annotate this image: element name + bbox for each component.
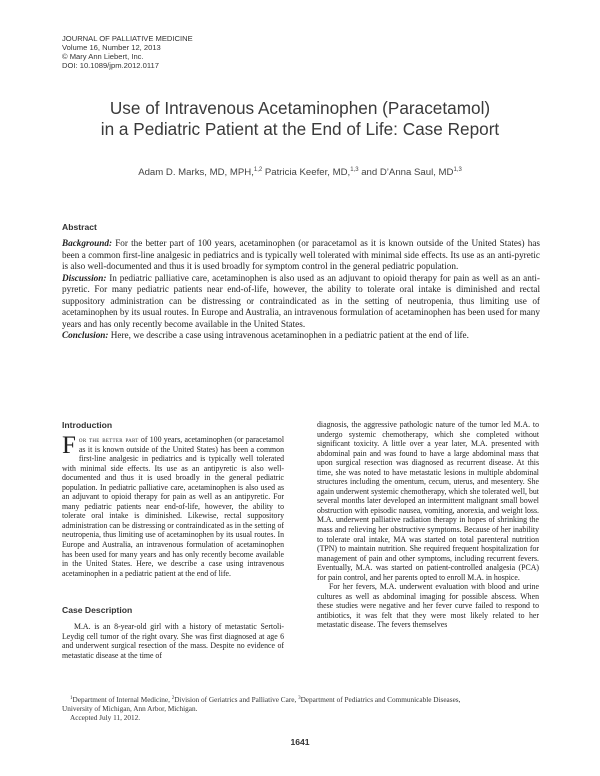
case-description-paragraph: M.A. is an 8-year-old girl with a history of metastatic Sertoli-Leydig cell tumor of the right ovary. She was first diagnosed at age 6 and underwent surgical resection of the mass. Despite no evidence of metastatic disease at the time of (62, 622, 284, 660)
author-name: Adam D. Marks, MD, MPH, (138, 167, 254, 178)
author-name: and D’Anna Saul, MD (361, 167, 454, 178)
title-line-1: Use of Intravenous Acetaminophen (Paracetamol) (109, 98, 491, 118)
abstract-discussion (62, 273, 540, 331)
intro-text: of 100 years, acetaminophen (or paracetamol as it is known outside of the United States) has been a common first-line analgesic in pediatrics and is typically well tolerated with minimal side effects. Its use as an antipyretic is also well-documented and thus it is used broadly in the general pediatric population. In pediatric palliative care, acetaminophen is also used as an adjuvant to opioid therapy for pain as well as an antipyretic. For many pediatric patients near end-of-life, however, the ability to tolerate oral intake is diminished. Likewise, rectal suppository administration can be distressing or contraindicated as in the setting of neutropenia, thus limiting use of acetaminophen by its usual routes. In Europe and Australia, an intravenous formulation of acetaminophen has been used for many years and has only recently become available in the United States. Here, we describe a case using intravenous acetaminophen in a pediatric patient at the end of life. (62, 435, 284, 578)
case-description-heading: Case Description (62, 605, 133, 615)
journal-name: JOURNAL OF PALLIATIVE MEDICINE (62, 34, 193, 43)
author-affiliation: 1,3 (350, 167, 359, 173)
page-number: 1641 (290, 737, 310, 747)
article-title (40, 98, 560, 140)
footnote-line-1: $^1$Department of Internal Medicine, $^2$Division of Geriatrics and Palliative Care, $^3$Department of Pediatrics and Communicable Diseases, (70, 696, 461, 704)
author-name: Patricia Keefer, MD, (264, 167, 351, 178)
abstract-label: Discussion: (62, 272, 107, 283)
abstract-background (62, 238, 540, 273)
abstract-conclusion (62, 330, 540, 342)
abstract-text: For the better part of 100 years, acetaminophen (or paracetamol as it is known outside of the United States) has been a common first-line analgesic in pediatrics and is typically well tolerated with minimal side effects. Its use as an anti-pyretic is also well-documented and thus it is used broadly for symptom control in the general pediatric population. (62, 238, 541, 272)
footnote-line-2: University of Michigan, Ann Arbor, Michigan. (62, 705, 198, 714)
right-column-paragraph-1: diagnosis, the aggressive pathologic nature of the tumor led M.A. to undergo systemic chemotherapy, which she completed without significant toxicity. A little over a year later, M.A. presented with abdominal pain and was found to have a large abdominal mass that upon surgical resection was diagnosed as recurrent disease. At this time, she was noted to have metastatic lesions in multiple abdominal structures including the omentum, cecum, uterus, and mesentery. She again underwent systemic chemotherapy, which she tolerated well, but several months later developed an intermittent malignant small bowel obstruction with episodic nausea, vomiting, anorexia, and weight loss. M.A. underwent palliative radiation therapy in hopes of shrinking the mass and relieving her obstructive symptoms. Because of her inability to tolerate oral intake, MA was started on total parenteral nutrition (TPN) to maintain nutrition. She required frequent hospitalization for management of pain and other symptoms, including recurrent fevers. Eventually, M.A. was started on patient-controlled analgesia (PCA) for pain control, and her parents opted to enroll M.A. in hospice. (317, 420, 539, 582)
journal-meta (62, 34, 193, 70)
introduction-body (62, 432, 284, 578)
author-affiliation: 1,3 (453, 167, 462, 173)
abstract-label: Conclusion: (62, 330, 109, 341)
abstract-text: Here, we describe a case using intravenous acetaminophen in a pediatric patient at the end of life. (110, 330, 469, 341)
journal-copyright: © Mary Ann Liebert, Inc. (62, 52, 144, 62)
abstract-text: In pediatric palliative care, acetaminophen is also used as an adjuvant to opioid therapy for pain as well as an anti-pyretic. For many pediatric patients near end-of-life, however, the ability to tolerate oral intake is diminished and rectal suppository administration can be distressing or contraindicated as in the setting of neutropenia, thus limiting use of acetaminophen by its usual routes. In Europe and Australia, an intravenous formulation of acetaminophen has been used for many years and has only recently become available in the United States. (62, 272, 540, 329)
case-description-body (62, 622, 284, 660)
journal-doi: DOI: 10.1089/jpm.2012.0117 (62, 61, 159, 71)
abstract-heading: Abstract (62, 222, 97, 232)
title-line-2: in a Pediatric Patient at the End of Life: Case Report (100, 119, 500, 139)
author-affiliation: 1,2 (253, 167, 263, 173)
abstract-body (62, 238, 540, 342)
intro-smallcaps: or the better part (78, 435, 139, 444)
right-column-paragraph-2: For her fevers, M.A. underwent evaluation with blood and urine cultures as well as abdominal imaging for possible abscess. When these studies were negative and her fever curve failed to respond to antibiotics, it was felt that they were most likely related to her metastatic disease. The fevers themselves (317, 582, 539, 630)
drop-cap: F (62, 432, 76, 459)
affiliation-footnote (62, 694, 540, 723)
journal-volume: Volume 16, Number 12, 2013 (62, 43, 161, 53)
footnote-accepted: Accepted July 11, 2012. (70, 714, 141, 723)
introduction-paragraph (62, 432, 284, 578)
abstract-label: Background: (62, 238, 113, 248)
right-column-body (317, 420, 539, 630)
author-list (40, 167, 560, 178)
introduction-heading: Introduction (62, 420, 113, 430)
